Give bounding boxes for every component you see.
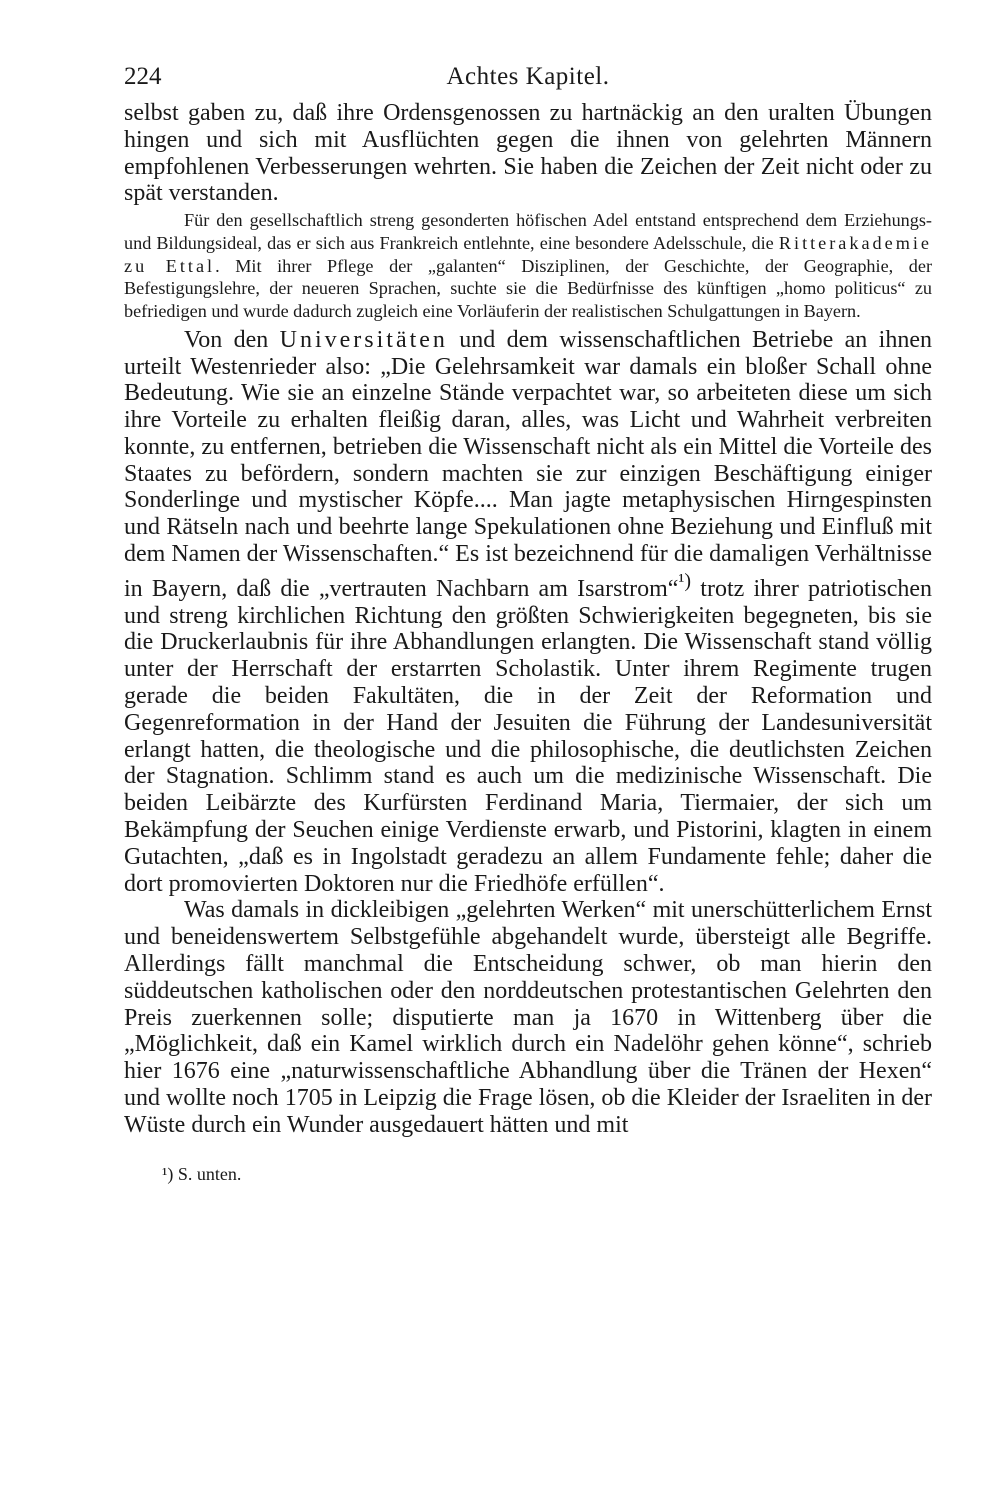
page-header: [124, 60, 932, 100]
book-page: [124, 60, 932, 1185]
footnote: ¹) S. unten.: [162, 1163, 242, 1184]
running-title: Achtes Kapitel.: [446, 63, 610, 90]
paragraph-2-spaced-term: Universitäten: [279, 326, 448, 353]
paragraph-2-text-3: trotz ihrer patriotischen und streng kirchlichen Richtung den größten Schwierigkeiten begegneten, bis sie die Druckerlaubnis für ihre Abhandlungen erlangten. Die Wissenschaft stand völlig unter der Herrschaft der erstarrten Scholastik. Unter ihrem Regimente trugen gerade die beiden Fakultäten, die in der Zeit der Reformation und Gegenreformation in der Hand der Jesuiten die Führung der Landesuniversität erlangt hatten, die theologische und die philosophische, die deutlichsten Zeichen der Stagnation. Schlimm stand es auch um die medizinische Wissenschaft. Die beiden Leibärzte des Kurfürsten Ferdinand Maria, Tiermaier, der sich um Bekämpfung der Seuchen einige Verdienste erwarb, und Pistorini, klagten in einem Gutachten, „daß es in Ingolstadt geradezu an allem Fundamente fehle; daher die dort promovierten Doktoren nur die Friedhöfe erfüllen“.: [124, 575, 933, 897]
paragraph-2-text-1: Von den: [184, 326, 280, 353]
small-note-text-1: Für den gesellschaftlich streng gesonderten höfischen Adel entstand entsprechend dem Erziehungs- und Bildungsideal, das er sich aus Frankreich entlehnte, eine besondere Adelsschule, die: [124, 210, 932, 253]
page-number: 224: [124, 63, 162, 90]
paragraph-2: [124, 327, 932, 898]
footnote-reference: ¹): [678, 569, 692, 592]
paragraph-3: Was damals in dickleibigen „gelehrten Werken“ mit unerschütterlichem Ernst und beneidenswertem Selbstgefühle abgehandelt wurde, übersteigt alle Begriffe. Allerdings fällt manchmal die Entscheidung schwer, ob man hierin den süddeutschen katholischen oder den norddeutschen protestantischen Gelehrten den Preis zuerkennen solle; disputierte man ja 1670 in Wittenberg über die „Möglichkeit, daß ein Kamel wirklich durch ein Nadelöhr gehen könne“, schrieb hier 1676 eine „naturwissenschaftliche Abhandlung über die Tränen der Hexen“ und wollte noch 1705 in Leipzig die Frage lösen, ob die Kleider der Israeliten in der Wüste durch ein Wunder ausgedauert hätten und mit: [124, 897, 932, 1138]
small-note-text-2: . Mit ihrer Pflege der „galanten“ Disziplinen, der Geschichte, der Geographie, der Befestigungslehre, der neueren Sprachen, suchte sie die Bedürfnisse des künftigen „homo politicus“ zu befriedigen und wurde dadurch zugleich eine Vorläuferin der realistischen Schulgattungen in Bayern.: [124, 255, 932, 321]
small-print-note: [124, 209, 932, 323]
paragraph-1: selbst gaben zu, daß ihre Ordensgenossen zu hartnäckig an den uralten Übungen hingen und sich mit Ausflüchten gegen die ihnen von gelehrten Männern empfohlenen Verbesserungen wehrten. Sie haben die Zeichen der Zeit nicht oder zu spät verstanden.: [124, 100, 932, 207]
small-note-spaced-term: Ritterakademie zu Ettal: [124, 232, 932, 276]
paragraph-2-text-2: und dem wissenschaftlichen Betriebe an ihnen urteilt Westenrieder also: „Die Gelehrsamkeit war damals ein bloßer Schall ohne Bedeutung. Wie sie an einzelne Stände verpachtet war, so arbeiteten diese um sich ihre Vorteile zu erhalten fleißig daran, alles, was Licht und Wahrheit verbreiten konnte, zu entfernen, betrieben die Wissenschaft nicht als ein Mittel die Vorteile des Staates zu befördern, sondern machten sie zur einzigen Beschäftigung einiger Sonderlinge und mystischer Köpfe.... Man jagte metaphysischen Hirngespinsten und Rätseln nach und beehrte lange Spekulationen ohne Beziehung und Einfluß mit dem Namen der Wissenschaften.“ Es ist bezeichnend für die damaligen Verhältnisse in Bayern, daß die „vertrauten Nachbarn am Isarstrom“: [124, 326, 932, 602]
